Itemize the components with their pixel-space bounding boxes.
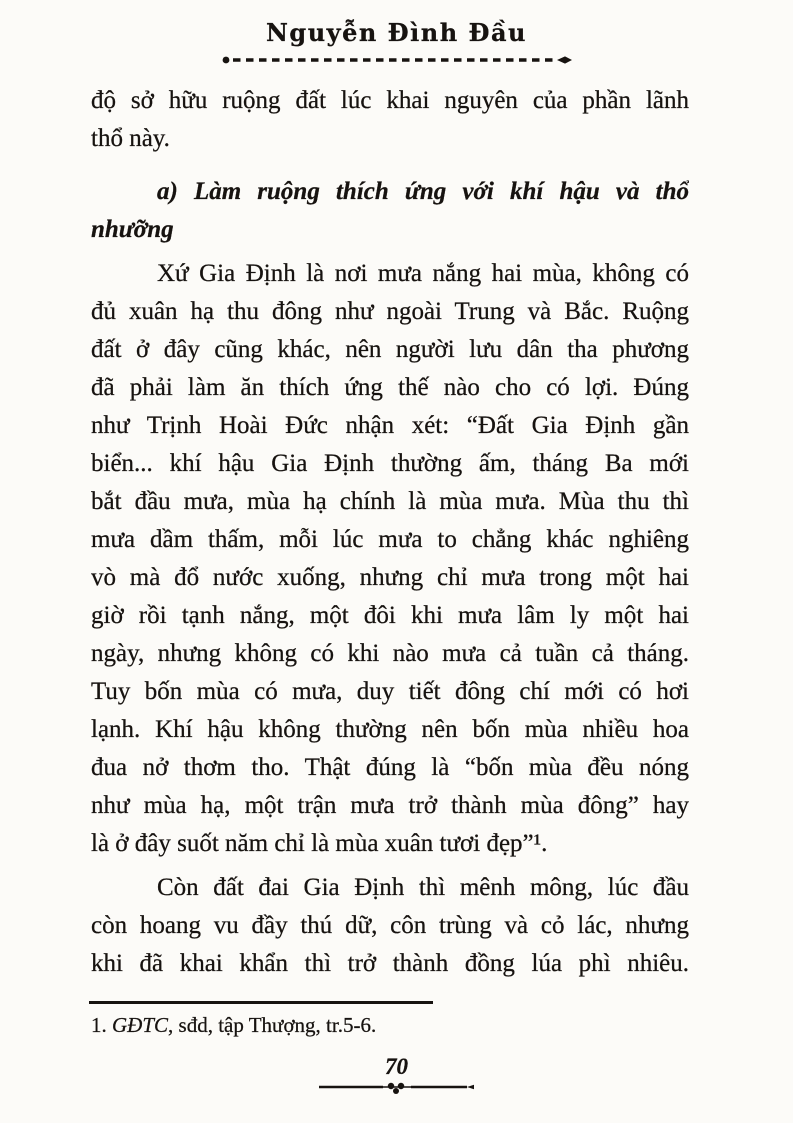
running-header-author: Nguyễn Đình Đầu [265, 18, 527, 47]
paragraph [91, 869, 689, 983]
text-line: lạnh. Khí hậu không thường nên bốn mùa nhiều hoa [91, 716, 689, 743]
text-line: là ở đây suốt năm chỉ là mùa xuân tươi đẹp”¹. [91, 830, 548, 857]
text-line: đã phải làm ăn thích ứng thế nào cho có lợi. Đúng [91, 374, 689, 401]
text-line: thổ này. [91, 125, 170, 152]
text-line: a) Làm ruộng thích ứng với khí hậu và thổ [157, 178, 689, 205]
text-line: đất ở đây cũng khác, nên người lưu dân tha phương [91, 336, 689, 363]
text-line: Xứ Gia Định là nơi mưa nắng hai mùa, không có [157, 260, 689, 287]
text-line: bắt đầu mưa, mùa hạ chính là mùa mưa. Mùa thu thì [91, 488, 689, 515]
page-number: 70 [385, 1054, 408, 1079]
text-line: vò mà đổ nước xuống, nhưng chỉ mưa trong một hai [91, 564, 689, 591]
text-line: nhưỡng [91, 216, 174, 243]
text-line: độ sở hữu ruộng đất lúc khai nguyên của phần lãnh [91, 87, 689, 114]
footnote [91, 1011, 691, 1039]
text-line: Còn đất đai Gia Định thì mênh mông, lúc đầu [157, 874, 689, 901]
footnote-divider [89, 1001, 433, 1004]
header-divider [0, 52, 793, 70]
paragraph [91, 255, 689, 863]
text-line: mưa dầm thấm, mỗi lúc mưa to chẳng khác nghiêng [91, 526, 689, 553]
dashed-rule-icon [221, 55, 573, 65]
footnote-marker: 1. [91, 1013, 112, 1037]
footnote-work-title: GĐTC [112, 1013, 169, 1037]
page-number-ornament [0, 1081, 793, 1100]
paragraph [91, 82, 689, 158]
text-line: như mùa hạ, một trận mưa trở thành mùa đông” hay [91, 792, 689, 819]
text-line: đủ xuân hạ thu đông như ngoài Trung và Bắc. Ruộng [91, 298, 689, 325]
text-line: Tuy bốn mùa có mưa, duy tiết đông chí mới có hơi [91, 678, 689, 705]
text-line: ngày, nhưng không có khi nào mưa cả tuần cả tháng. [91, 640, 689, 667]
section-heading [91, 173, 689, 249]
text-line: còn hoang vu đầy thú dữ, côn trùng và cỏ lác, nhưng [91, 912, 689, 939]
text-line: giờ rồi tạnh nắng, một đôi khi mưa lâm ly một hai [91, 602, 689, 629]
text-line: biển... khí hậu Gia Định thường ấm, tháng Ba mới [91, 450, 689, 477]
footnote-details: , sđd, tập Thượng, tr.5-6. [168, 1013, 377, 1037]
text-block [91, 82, 689, 983]
text-line: đua nở thơm tho. Thật đúng là “bốn mùa đều nóng [91, 754, 689, 781]
text-line: khi đã khai khẩn thì trở thành đồng lúa phì nhiêu. [91, 950, 689, 977]
text-line: như Trịnh Hoài Đức nhận xét: “Đất Gia Định gần [91, 412, 689, 439]
ornament-rule-icon [319, 1081, 475, 1095]
